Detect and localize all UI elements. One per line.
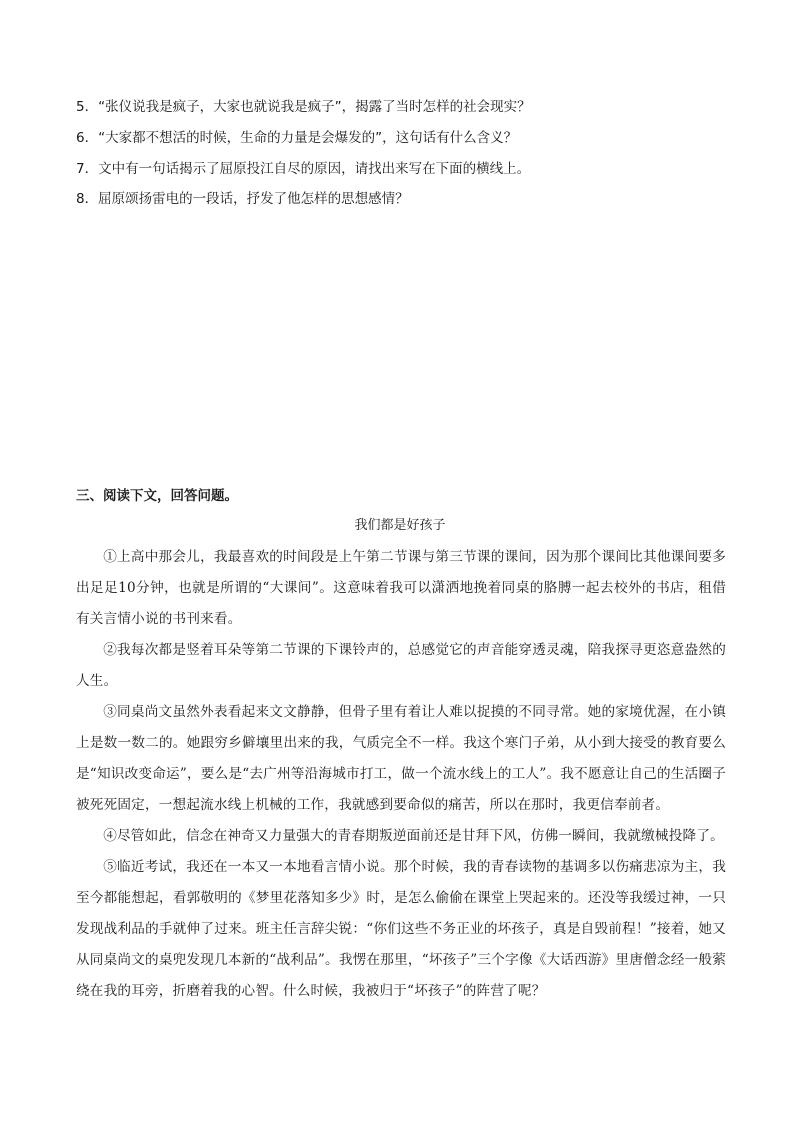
article-paragraph-1: ①上高中那会儿，我最喜欢的时间段是上午第二节课与第三节课的课间，因为那个课间比其他课间要多出足足10分钟，也就是所谓的“大课间”。这意味着我可以潇洒地挽着同桌的胳膊一起去校外的书店，租借有关言情小说的书刊来看。	[76, 549, 726, 627]
article-paragraph-2: ②我每次都是竖着耳朵等第二节课的下课铃声的，总感觉它的声音能穿透灵魂，陪我探寻更恣意盎然的人生。	[76, 642, 726, 689]
article-title: 我们都是好孩子	[354, 518, 446, 533]
article-paragraph-5: ⑤临近考试，我还在一本又一本地看言情小说。那个时候，我的青春读物的基调多以伤痛悲凉为主，我至今都能想起，看郭敬明的《梦里花落知多少》时，是怎么偷偷在课堂上哭起来的。还没等我缓过神，一只发现战利品的手就伸了过来。班主任言辞尖锐：“你们这些不务正业的坏孩子，真是自毁前程！”接着，她又从同桌尚文的桌兜发现几本新的“战利品”。我愣在那里，“坏孩子”三个字像《大话西游》里唐僧念经一般萦绕在我的耳旁，折磨着我的心智。什么时候，我被归于“坏孩子”的阵营了呢？	[76, 859, 726, 999]
question-5: 5．“张仪说我是疯子，大家也就说我是疯子”，揭露了当时怎样的社会现实？	[76, 99, 531, 115]
question-6: 6．“大家都不想活的时候，生命的力量是会爆发的”，这句话有什么含义？	[76, 130, 518, 146]
article-body	[76, 542, 726, 1007]
question-7: 7．文中有一句话揭示了屈原投江自尽的原因，请找出来写在下面的横线上。	[76, 161, 531, 177]
article-paragraph-3: ③同桌尚文虽然外表看起来文文静静，但骨子里有着让人难以捉摸的不同寻常。她的家境优渥，在小镇上是数一数二的。她跟穷乡僻壤里出来的我，气质完全不一样。我这个寒门子弟，从小到大接受的教育要么是“知识改变命运”，要么是“去广州等沿海城市打工，做一个流水线上的工人”。我不愿意让自己的生活圈子被死死固定，一想起流水线上机械的工作，我就感到要命似的痛苦，所以在那时，我更信奉前者。	[76, 704, 726, 813]
section-heading: 三、阅读下文，回答问题。	[76, 488, 238, 504]
question-8: 8．屈原颂扬雷电的一段话，抒发了他怎样的思想感情？	[76, 191, 409, 207]
article-paragraph-4: ④尽管如此，信念在神奇又力量强大的青春期叛逆面前还是甘拜下风，仿佛一瞬间，我就缴械投降了。	[103, 828, 724, 844]
